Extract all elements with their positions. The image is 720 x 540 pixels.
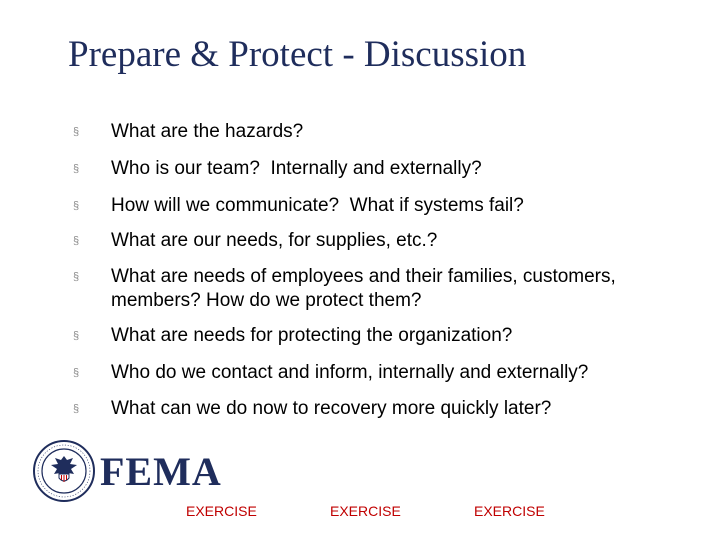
exercise-label: EXERCISE (186, 503, 257, 519)
bullet-text: What are our needs, for supplies, etc.? (111, 230, 438, 251)
bullet-marker-icon: § (73, 403, 80, 415)
bullet-text: Who do we contact and inform, internally and externally? (111, 362, 589, 383)
bullet-text: What are needs for protecting the organization? (111, 325, 513, 346)
bullet-marker-icon: § (73, 200, 80, 212)
bullet-marker-icon: § (73, 330, 80, 342)
fema-logo: FEMA (100, 449, 222, 494)
bullet-marker-icon: § (73, 126, 80, 138)
bullet-marker-icon: § (73, 271, 80, 283)
slide-title: Prepare & Protect - Discussion (68, 34, 527, 75)
bullet-text: What are needs of employees and their families, customers, members? How do we protect them? (111, 266, 622, 311)
exercise-label: EXERCISE (474, 503, 545, 519)
bullet-text: What are the hazards? (111, 121, 304, 142)
dhs-seal-icon (33, 440, 95, 502)
bullet-marker-icon: § (73, 163, 80, 175)
bullet-text: Who is our team? Internally and externally? (111, 158, 482, 179)
bullet-marker-icon: § (73, 235, 80, 247)
bullet-text: How will we communicate? What if systems fail? (111, 195, 524, 216)
bullet-marker-icon: § (73, 367, 80, 379)
bullet-text: What can we do now to recovery more quickly later? (111, 398, 552, 419)
exercise-label: EXERCISE (330, 503, 401, 519)
